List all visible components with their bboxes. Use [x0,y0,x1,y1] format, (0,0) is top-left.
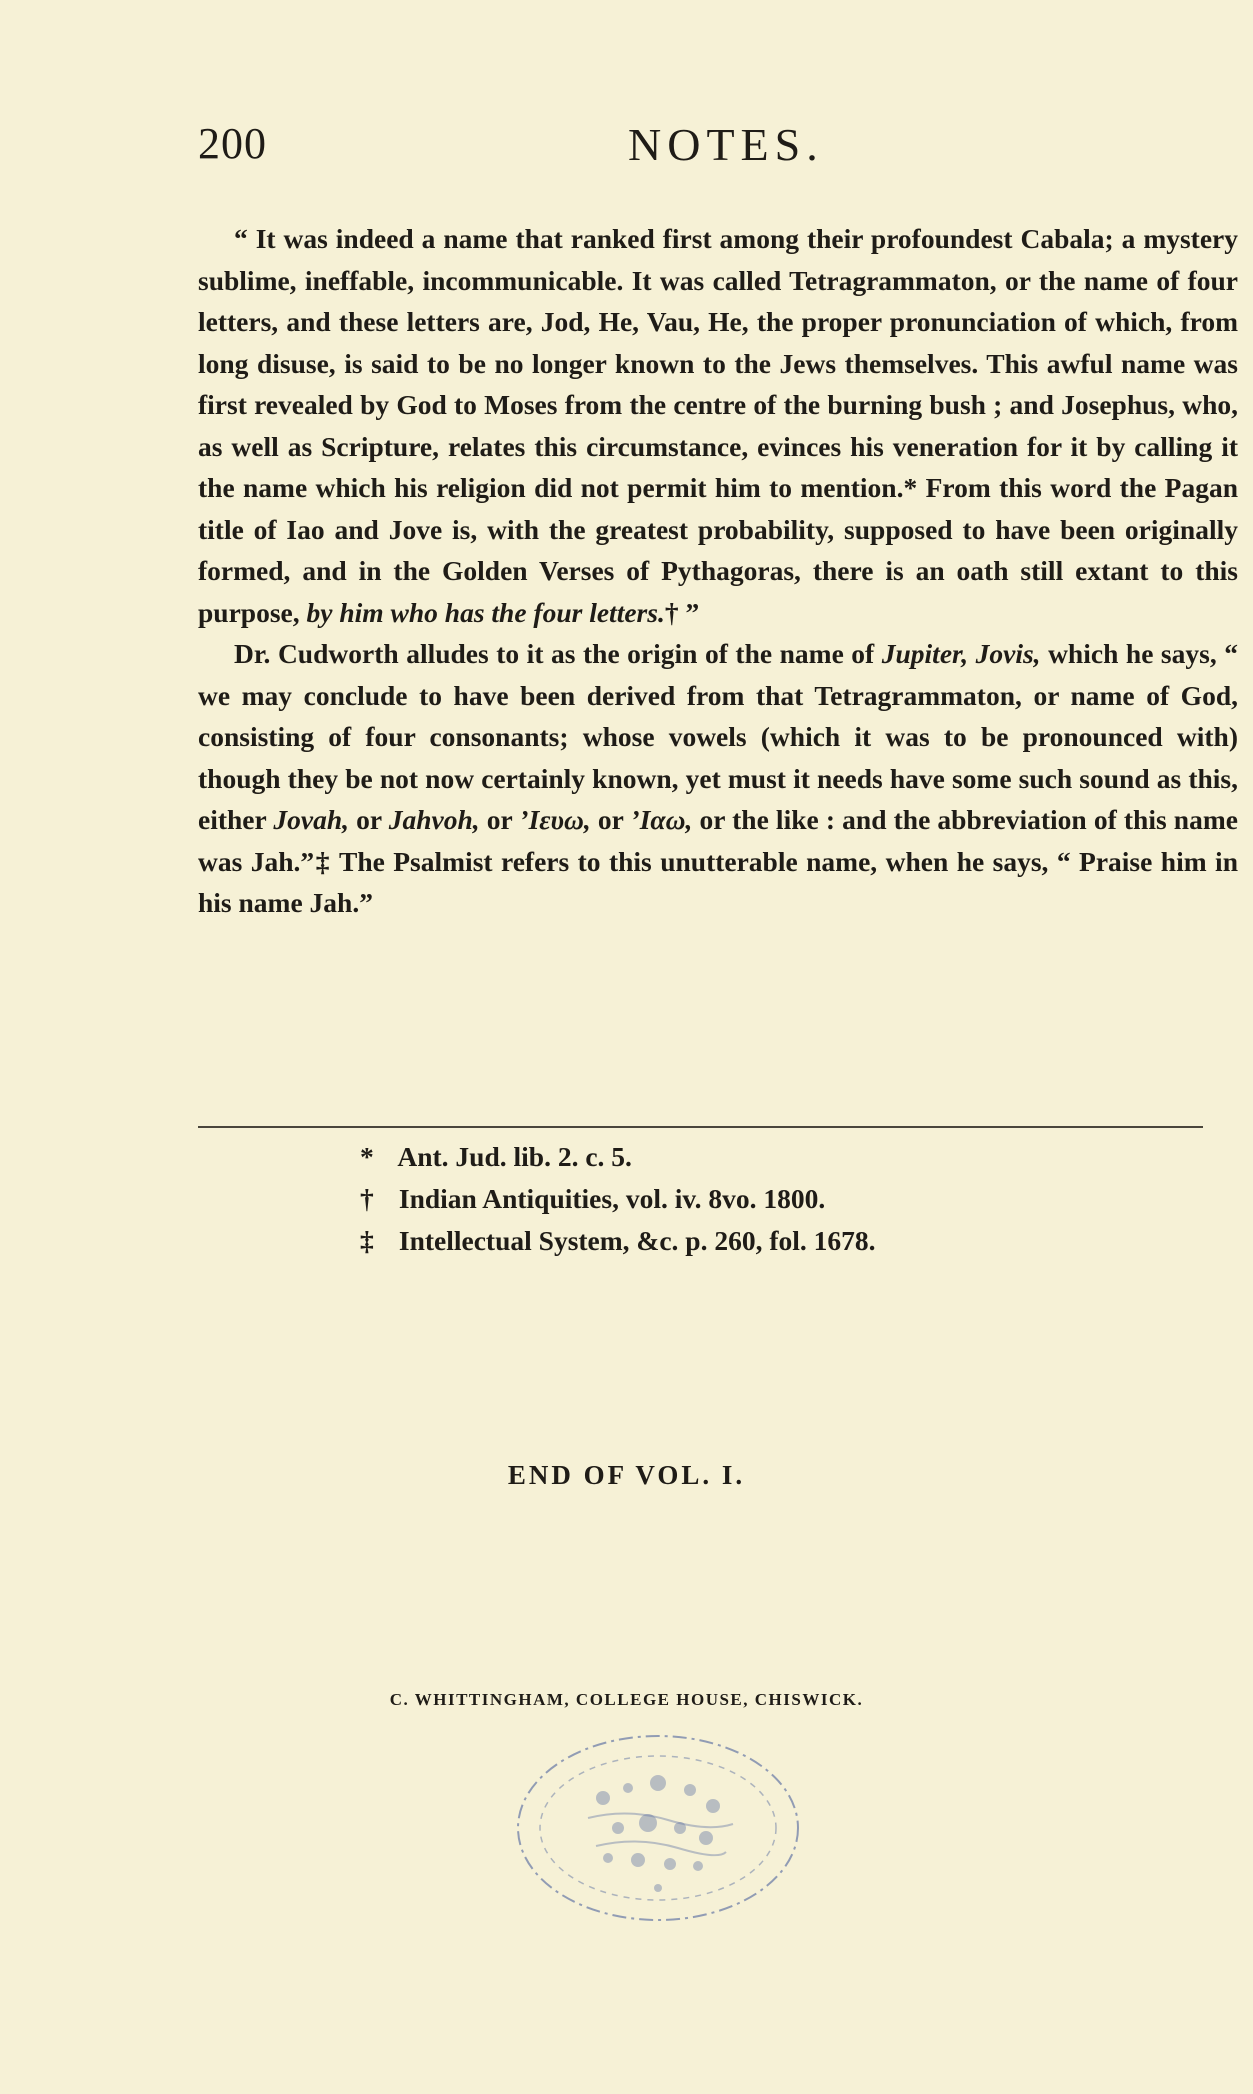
paragraph-2 [198,633,1238,924]
library-stamp-icon [508,1728,808,1928]
footnote-3 [360,1220,1160,1262]
footnote-mark: ‡ [360,1225,374,1256]
footnote-text: Ant. Jud. lib. 2. c. 5. [397,1141,632,1172]
italic-run: Jupiter, Jovis, [881,638,1041,669]
text-run: Dr. Cudworth alludes to it as the origin of the name of [234,638,882,669]
footnote-mark: † [360,1183,374,1214]
text-run: which he says, “ we may conclude to have been derived from that Tetragrammaton, or name of God, consisting of four consonants; whose vowels (which it was to be pronounced with) though they be not now certainly known, yet must it needs have some such sound as this, either [198,638,1238,835]
text-run: † ” [664,596,700,628]
italic-run: ’Ιαω, [630,804,693,835]
end-of-volume-marker: END OF VOL. I. [507,1460,746,1490]
text-run: or [590,804,631,835]
body-text [198,218,1238,924]
footnotes [360,1136,1160,1262]
footnote-text: Indian Antiquities, vol. iv. 8vo. 1800. [398,1183,826,1214]
page-header [198,118,1238,178]
paragraph-1 [198,218,1238,633]
italic-run: ’Ιευω, [519,804,591,835]
text-run: or [348,804,389,835]
text-run: or the like : and the abbreviation of this name was Jah.”‡ The Psalmist refers to this unutterable name, when he says, “ Praise him in his name Jah.” [198,804,1238,918]
printer-imprint: C. WHITTINGHAM, COLLEGE HOUSE, CHISWICK. [389,1690,864,1709]
page-number: 200 [198,119,267,168]
text-run: or [479,804,520,835]
italic-run: by him who has the four letters. [306,596,665,628]
italic-run: Jovah, [273,804,349,835]
footnote-mark: * [360,1141,374,1172]
footnote-1 [360,1136,1160,1178]
running-head: NOTES. [628,119,824,170]
footnote-divider [198,1126,1203,1128]
footnote-text: Intellectual System, &c. p. 260, fol. 1678. [398,1225,876,1256]
text-run: “ It was indeed a name that ranked first among their profoundest Cabala; a mystery sublime, ineffable, incommunicable. It was called Tetragrammaton, or the name of four letters, and these letters are, Jod, He, Vau, He, the proper pronunciation of which, from long disuse, is said to be no longer known to the Jews themselves. This awful name was first revealed by God to Moses from the centre of the burning bush ; and Josephus, who, as well as Scripture, relates this circumstance, evinces his veneration for it by calling it the name which his religion did not permit him to mention.* From this word the Pagan title of Iao and Jove is, with the greatest probability, supposed to have been originally formed, and in the Golden Verses of Pythagoras, there is an oath still extant to this purpose, [198,223,1238,628]
italic-run: Jahvoh, [388,804,480,835]
footnote-2 [360,1178,1160,1220]
